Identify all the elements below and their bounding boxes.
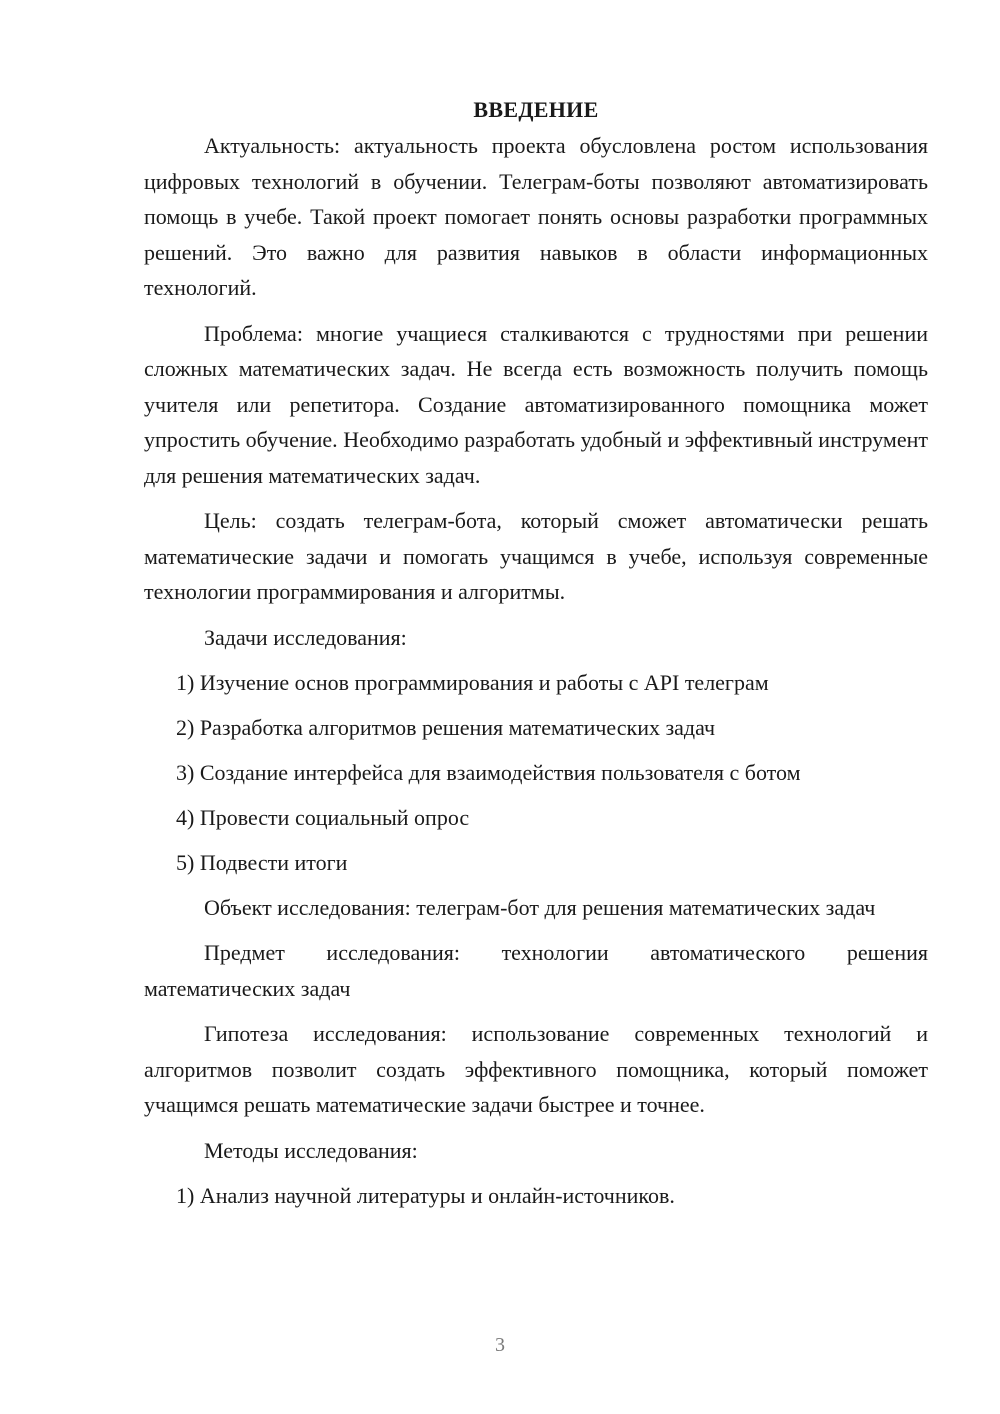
list-item: 4) Провести социальный опрос xyxy=(176,804,470,830)
paragraph-subject: Предмет исследования: технологии автоматического решения математических задач xyxy=(144,940,928,1001)
tasks-list xyxy=(144,665,928,880)
methods-label: Методы исследования: xyxy=(204,1137,418,1163)
list-item: 1) Анализ научной литературы и онлайн-источников. xyxy=(176,1182,675,1208)
list-item: 3) Создание интерфейса для взаимодействия пользователя с ботом xyxy=(176,759,801,785)
paragraph-problem: Проблема: многие учащиеся сталкиваются с трудностями при решении сложных математических задач. Не всегда есть возможность получить помощь учителя или репетитора. Создание автоматизированного помощника может упростить обучение. Необходимо разработать удобный и эффективный инструмент для решения математических задач. xyxy=(144,320,928,488)
list-item: 5) Подвести итоги xyxy=(176,849,348,875)
paragraph-goal: Цель: создать телеграм-бота, который сможет автоматически решать математические задачи и помогать учащимся в учебе, используя современные технологии программирования и алгоритмы. xyxy=(144,508,928,604)
tasks-label: Задачи исследования: xyxy=(204,624,407,650)
methods-list xyxy=(144,1178,928,1213)
page-number: 3 xyxy=(495,1334,505,1356)
list-item: 2) Разработка алгоритмов решения математических задач xyxy=(176,714,716,740)
document-page xyxy=(144,92,928,1223)
paragraph-relevance: Актуальность: актуальность проекта обусловлена ростом использования цифровых технологий в обучении. Телеграм-боты позволяют автоматизировать помощь в учебе. Такой проект помогает понять основы разработки программных решений. Это важно для развития навыков в области информационных технологий. xyxy=(144,133,928,300)
list-item: 1) Изучение основ программирования и работы с API телеграм xyxy=(176,669,769,695)
paragraph-object: Объект исследования: телеграм-бот для решения математических задач xyxy=(204,894,876,920)
paragraph-hypothesis: Гипотеза исследования: использование современных технологий и алгоритмов позволит создать эффективного помощника, который поможет учащимся решать математические задачи быстрее и точнее. xyxy=(144,1021,928,1117)
section-heading: ВВЕДЕНИЕ xyxy=(473,97,599,122)
